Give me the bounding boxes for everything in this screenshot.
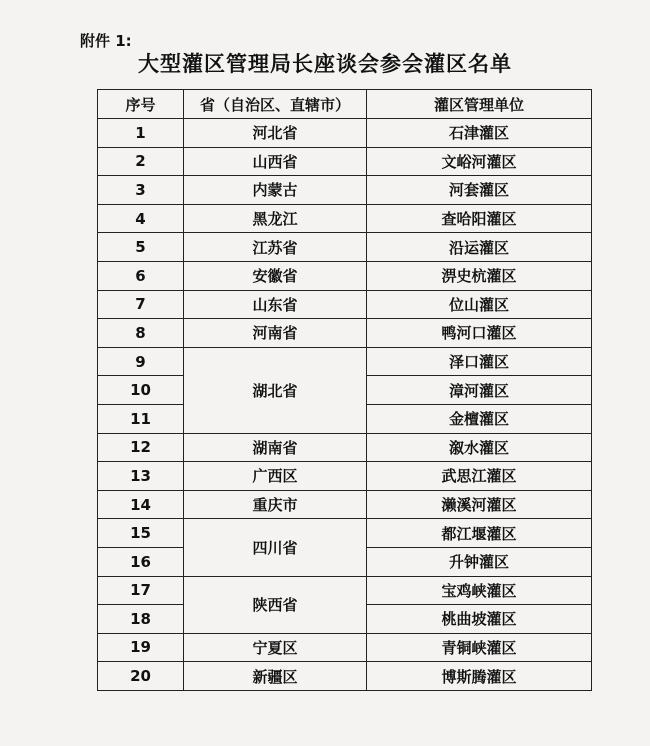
irrigation-district-table [97,89,592,691]
header-index: 序号 [98,90,184,119]
row-index: 11 [98,404,184,433]
table-row [98,204,592,233]
row-index: 6 [98,261,184,290]
row-province: 湖南省 [184,433,367,462]
row-province: 河南省 [184,319,367,348]
row-unit: 泽口灌区 [367,347,592,376]
table-row [98,319,592,348]
row-unit: 升钟灌区 [367,547,592,576]
row-index: 4 [98,204,184,233]
row-index: 5 [98,233,184,262]
table-row [98,233,592,262]
row-unit: 溆水灌区 [367,433,592,462]
row-index: 13 [98,462,184,491]
row-unit: 博斯腾灌区 [367,662,592,691]
row-index: 12 [98,433,184,462]
row-index: 18 [98,605,184,634]
attachment-label: 附件 1: [80,32,132,50]
document-title: 大型灌区管理局长座谈会参会灌区名单 [138,52,512,76]
table-row [98,176,592,205]
row-index: 7 [98,290,184,319]
table-row [98,261,592,290]
row-unit: 濑溪河灌区 [367,490,592,519]
table-row [98,633,592,662]
table-row [98,576,592,605]
row-unit: 查哈阳灌区 [367,204,592,233]
row-index: 8 [98,319,184,348]
table-row [98,662,592,691]
row-index: 9 [98,347,184,376]
row-unit: 漳河灌区 [367,376,592,405]
row-unit: 河套灌区 [367,176,592,205]
row-unit: 金檀灌区 [367,404,592,433]
row-unit: 青铜峡灌区 [367,633,592,662]
table-row [98,290,592,319]
row-province: 黑龙江 [184,204,367,233]
row-index: 20 [98,662,184,691]
row-unit: 淠史杭灌区 [367,261,592,290]
table-row [98,119,592,148]
row-unit: 沿运灌区 [367,233,592,262]
row-province: 安徽省 [184,261,367,290]
row-province: 宁夏区 [184,633,367,662]
row-province: 四川省 [184,519,367,576]
row-province: 江苏省 [184,233,367,262]
row-index: 3 [98,176,184,205]
row-index: 10 [98,376,184,405]
table-row [98,347,592,376]
row-index: 2 [98,147,184,176]
header-province: 省（自治区、直辖市） [184,90,367,119]
row-unit: 武思江灌区 [367,462,592,491]
row-unit: 宝鸡峡灌区 [367,576,592,605]
table-row [98,147,592,176]
row-unit: 桃曲坡灌区 [367,605,592,634]
table-row [98,433,592,462]
row-unit: 位山灌区 [367,290,592,319]
row-province: 广西区 [184,462,367,491]
row-province: 陕西省 [184,576,367,633]
row-index: 15 [98,519,184,548]
row-unit: 鸭河口灌区 [367,319,592,348]
row-province: 新疆区 [184,662,367,691]
table-row [98,519,592,548]
row-province: 山东省 [184,290,367,319]
row-province: 河北省 [184,119,367,148]
header-unit: 灌区管理单位 [367,90,592,119]
table-row [98,490,592,519]
row-index: 14 [98,490,184,519]
row-province: 山西省 [184,147,367,176]
row-index: 19 [98,633,184,662]
row-province: 湖北省 [184,347,367,433]
row-index: 17 [98,576,184,605]
row-index: 16 [98,547,184,576]
table-header-row [98,90,592,119]
row-unit: 石津灌区 [367,119,592,148]
row-unit: 都江堰灌区 [367,519,592,548]
row-index: 1 [98,119,184,148]
table-row [98,462,592,491]
row-province: 重庆市 [184,490,367,519]
row-province: 内蒙古 [184,176,367,205]
row-unit: 文峪河灌区 [367,147,592,176]
